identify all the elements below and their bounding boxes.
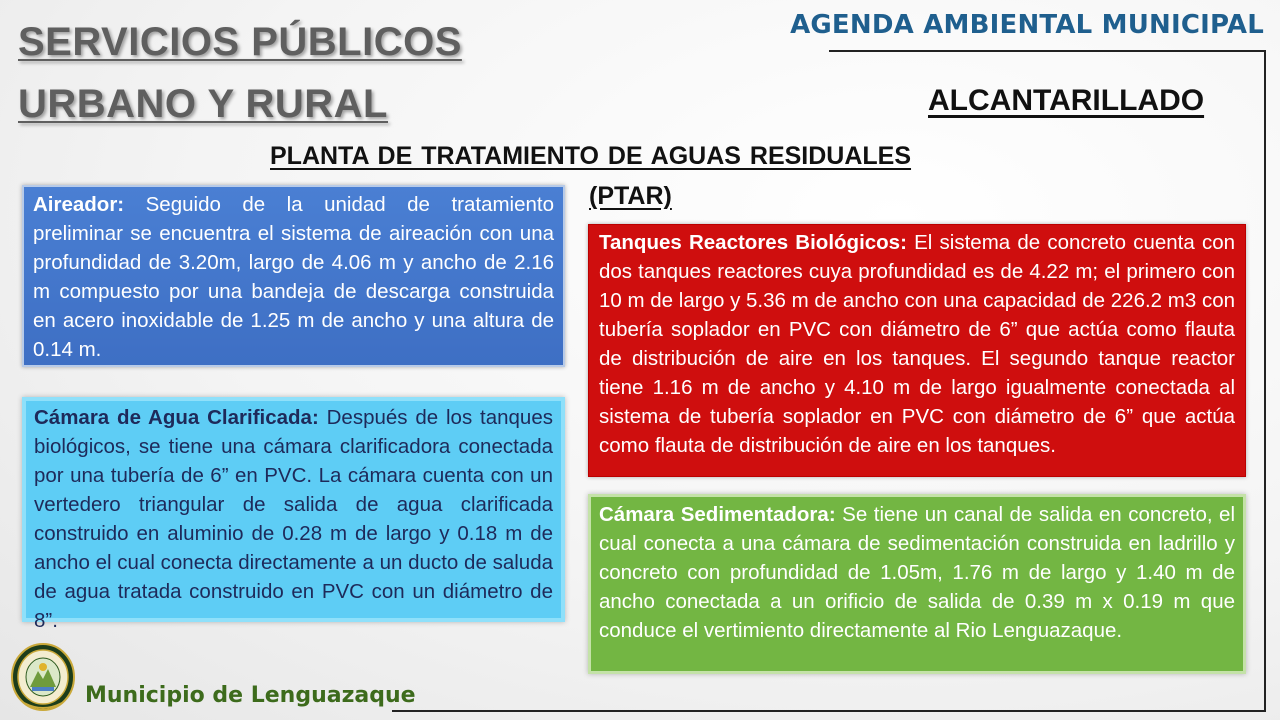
- frame-line-right: [1264, 50, 1266, 712]
- page-title-line2: URBANO Y RURAL: [18, 82, 388, 126]
- camara-sedimentadora-heading: Cámara Sedimentadora:: [599, 503, 836, 526]
- camara-sedimentadora-box: [588, 494, 1246, 674]
- municipio-name: Municipio de Lenguazaque: [85, 683, 416, 708]
- agenda-heading: AGENDA AMBIENTAL MUNICIPAL: [790, 10, 1264, 40]
- camara-sedimentadora-text: Se tiene un canal de salida en concreto, el cual conecta a una cámara de sedimentación construida en ladrillo y concreto con profundidad de 1.05m, 1.76 m de largo y 1.40 m de ancho conectada a un orificio de salida de 0.39 m x 0.19 m que conduce el vertimiento directamente al Rio Lenguazaque.: [599, 503, 1235, 642]
- camara-clarificada-text: Después de los tanques biológicos, se tiene una cámara clarificadora conectada por una tubería de 6” en PVC. La cámara cuenta con un vertedero triangular de salida de agua clarificada construido en aluminio de 0.28 m de largo y 0.18 m de ancho el cual conecta directamente a un ducto de saluda de agua tratada construido en PVC con un diámetro de 8”.: [34, 406, 553, 632]
- tanques-reactores-heading: Tanques Reactores Biológicos:: [599, 231, 907, 254]
- page-title-line1: SERVICIOS PÚBLICOS: [18, 20, 462, 64]
- aireador-heading: Aireador:: [33, 193, 125, 216]
- aireador-text: Seguido de la unidad de tratamiento preliminar se encuentra el sistema de aireación con una profundidad de 3.20m, largo de 4.06 m y ancho de 2.16 m compuesto por una bandeja de descarga construida en acero inoxidable de 1.25 m de ancho y una altura de 0.14 m.: [33, 193, 554, 361]
- section-title: ALCANTARILLADO: [928, 84, 1205, 117]
- camara-clarificada-box: [22, 397, 565, 632]
- municipal-seal-icon: [10, 641, 76, 713]
- frame-line-top: [829, 50, 1266, 52]
- frame-line-bottom: [392, 710, 1266, 712]
- plant-title: PLANTA DE TRATAMIENTO DE AGUAS RESIDUALES: [270, 142, 912, 170]
- camara-clarificada-heading: Cámara de Agua Clarificada:: [34, 406, 319, 429]
- aireador-box: [22, 185, 565, 367]
- tanques-reactores-box: [588, 224, 1246, 477]
- plant-abbreviation: (PTAR): [589, 182, 672, 210]
- tanques-reactores-text: El sistema de concreto cuenta con dos tanques reactores cuya profundidad es de 4.22 m; el primero con 10 m de largo y 5.36 m de ancho con una capacidad de 226.2 m3 con tubería soplador en PVC con diámetro de 6” que actúa como flauta de distribución de aire en los tanques. El segundo tanque reactor tiene 1.16 m de ancho y 4.10 m de largo igualmente conectada al sistema de tubería soplador en PVC con diámetro de 6” que actúa como flauta de distribución de aire en los tanques.: [599, 231, 1235, 457]
